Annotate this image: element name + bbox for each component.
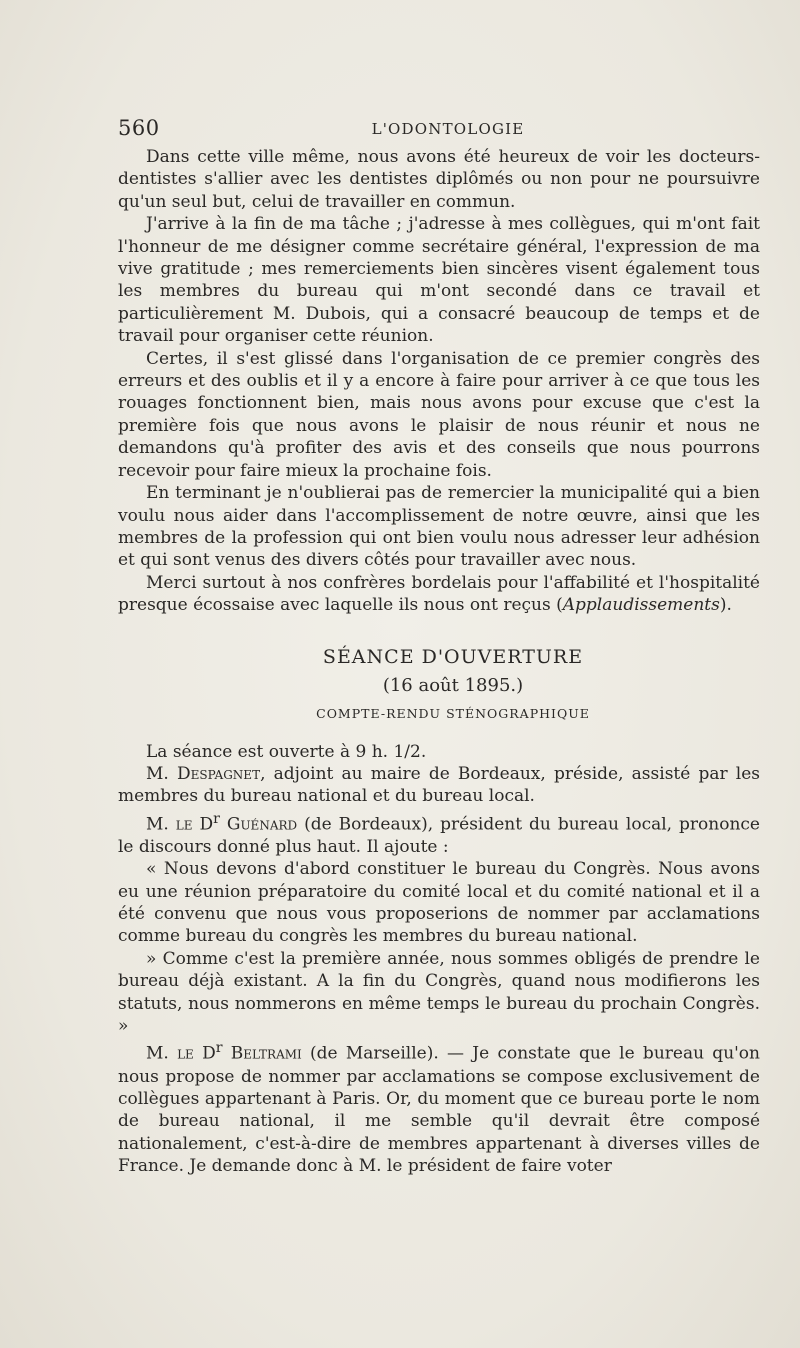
paragraph: En terminant je n'oublierai pas de remercier la municipalité qui a bien voulu nous aider dans l'accomplissement de notre œuvre, ainsi que les membres de la profession qui ont bien voulu nous adresser leur adhésion et qui sont venus des divers côtés pour travailler avec nous. bbox=[118, 483, 760, 571]
section-date: (16 août 1895.) bbox=[382, 674, 524, 696]
speaker-text: , adjoint au maire de Bordeaux, préside, assisté par les membres du bureau national et du bureau local. bbox=[118, 763, 760, 807]
page-header bbox=[118, 116, 758, 142]
speaker-prefix: M. bbox=[146, 763, 177, 784]
speaker-prefix-sup: r bbox=[213, 810, 220, 827]
applause-note: Applaudissements bbox=[562, 595, 720, 616]
speaker-name: Despagnet bbox=[176, 763, 261, 784]
opening-line: La séance est ouverte à 9 h. 1/2. bbox=[146, 741, 427, 762]
quote-paragraph: » Comme c'est la première année, nous sommes obligés de prendre le bureau déjà existant. A la fin du Congrès, quand nous modifierons les statuts, nous nommerons en même temps le bureau du prochain Congrès. » bbox=[118, 948, 760, 1037]
speaker-prefix: M. le D bbox=[146, 814, 214, 835]
speaker-name: Beltrami bbox=[230, 1044, 302, 1065]
quote-paragraph: « Nous devons d'abord constituer le bureau du Congrès. Nous avons eu une réunion préparatoire du comité local et du comité national et il a été convenu que nous vous proposerions de nommer par acclamations comme bureau du congrès les membres du bureau national. bbox=[118, 859, 760, 947]
body-text bbox=[118, 146, 760, 1178]
merci-close: ). bbox=[719, 595, 732, 616]
paragraph: J'arrive à la fin de ma tâche ; j'adresse à mes collègues, qui m'ont fait l'honneur de me désigner comme secrétaire général, l'expression de ma vive gratitude ; mes remerciements bien sincères visent également tous les membres du bureau qui m'ont secondé dans ce travail et particulièrement M. Dubois, qui a consacré beaucoup de temps et de travail pour organiser cette réunion. bbox=[118, 214, 760, 347]
paragraph-beltrami bbox=[118, 1037, 760, 1177]
speaker-text: (de Bordeaux), président du bureau local, prononce le discours donné plus haut. Il ajoute : bbox=[118, 814, 760, 857]
paragraph: Certes, il s'est glissé dans l'organisation de ce premier congrès des erreurs et des oublis et il y a encore à faire pour arriver à ce que tous les rouages fonctionnent bien, mais nous avons pour excuse que c'est la première fois que nous avons le plaisir de nous réunir et nous ne demandons qu'à profiter des avis et des conseils que nous pourrons recevoir pour faire mieux la prochaine fois. bbox=[118, 348, 760, 481]
paragraph-despagnet bbox=[118, 763, 760, 808]
paragraph: Dans cette ville même, nous avons été heureux de voir les docteurs-dentistes s'allier avec les dentistes diplômés ou non pour ne poursuivre qu'un seul but, celui de travailler en commun. bbox=[118, 147, 760, 212]
page-number: 560 bbox=[118, 116, 160, 140]
section-subtitle: COMPTE-RENDU STÉNOGRAPHIQUE bbox=[316, 705, 590, 721]
paragraph-merci bbox=[118, 572, 760, 617]
speaker-prefix: M. le D bbox=[146, 1044, 216, 1065]
paragraph-guenard bbox=[118, 808, 760, 858]
speaker-text: (de Marseille). — Je constate que le bureau qu'on nous propose de nommer par acclamations se compose exclusivement de collègues appartenant à Paris. Or, du moment que ce bureau porte le nom de bureau national, il me semble qu'il devrait être composé nationalement, c'est-à-dire de membres appartenant à diverses villes de France. Je demande donc à M. le président de faire voter bbox=[118, 1044, 760, 1177]
running-title: L'ODONTOLOGIE bbox=[371, 120, 525, 138]
speaker-name: Guénard bbox=[226, 814, 298, 835]
merci-text: Merci surtout à nos confrères bordelais pour l'affabilité et l'hospitalité presque écossaise avec laquelle ils nous ont reçus ( bbox=[118, 572, 760, 616]
speaker-prefix-sup: r bbox=[215, 1040, 223, 1057]
section-title: SÉANCE D'OUVERTURE bbox=[322, 645, 584, 668]
